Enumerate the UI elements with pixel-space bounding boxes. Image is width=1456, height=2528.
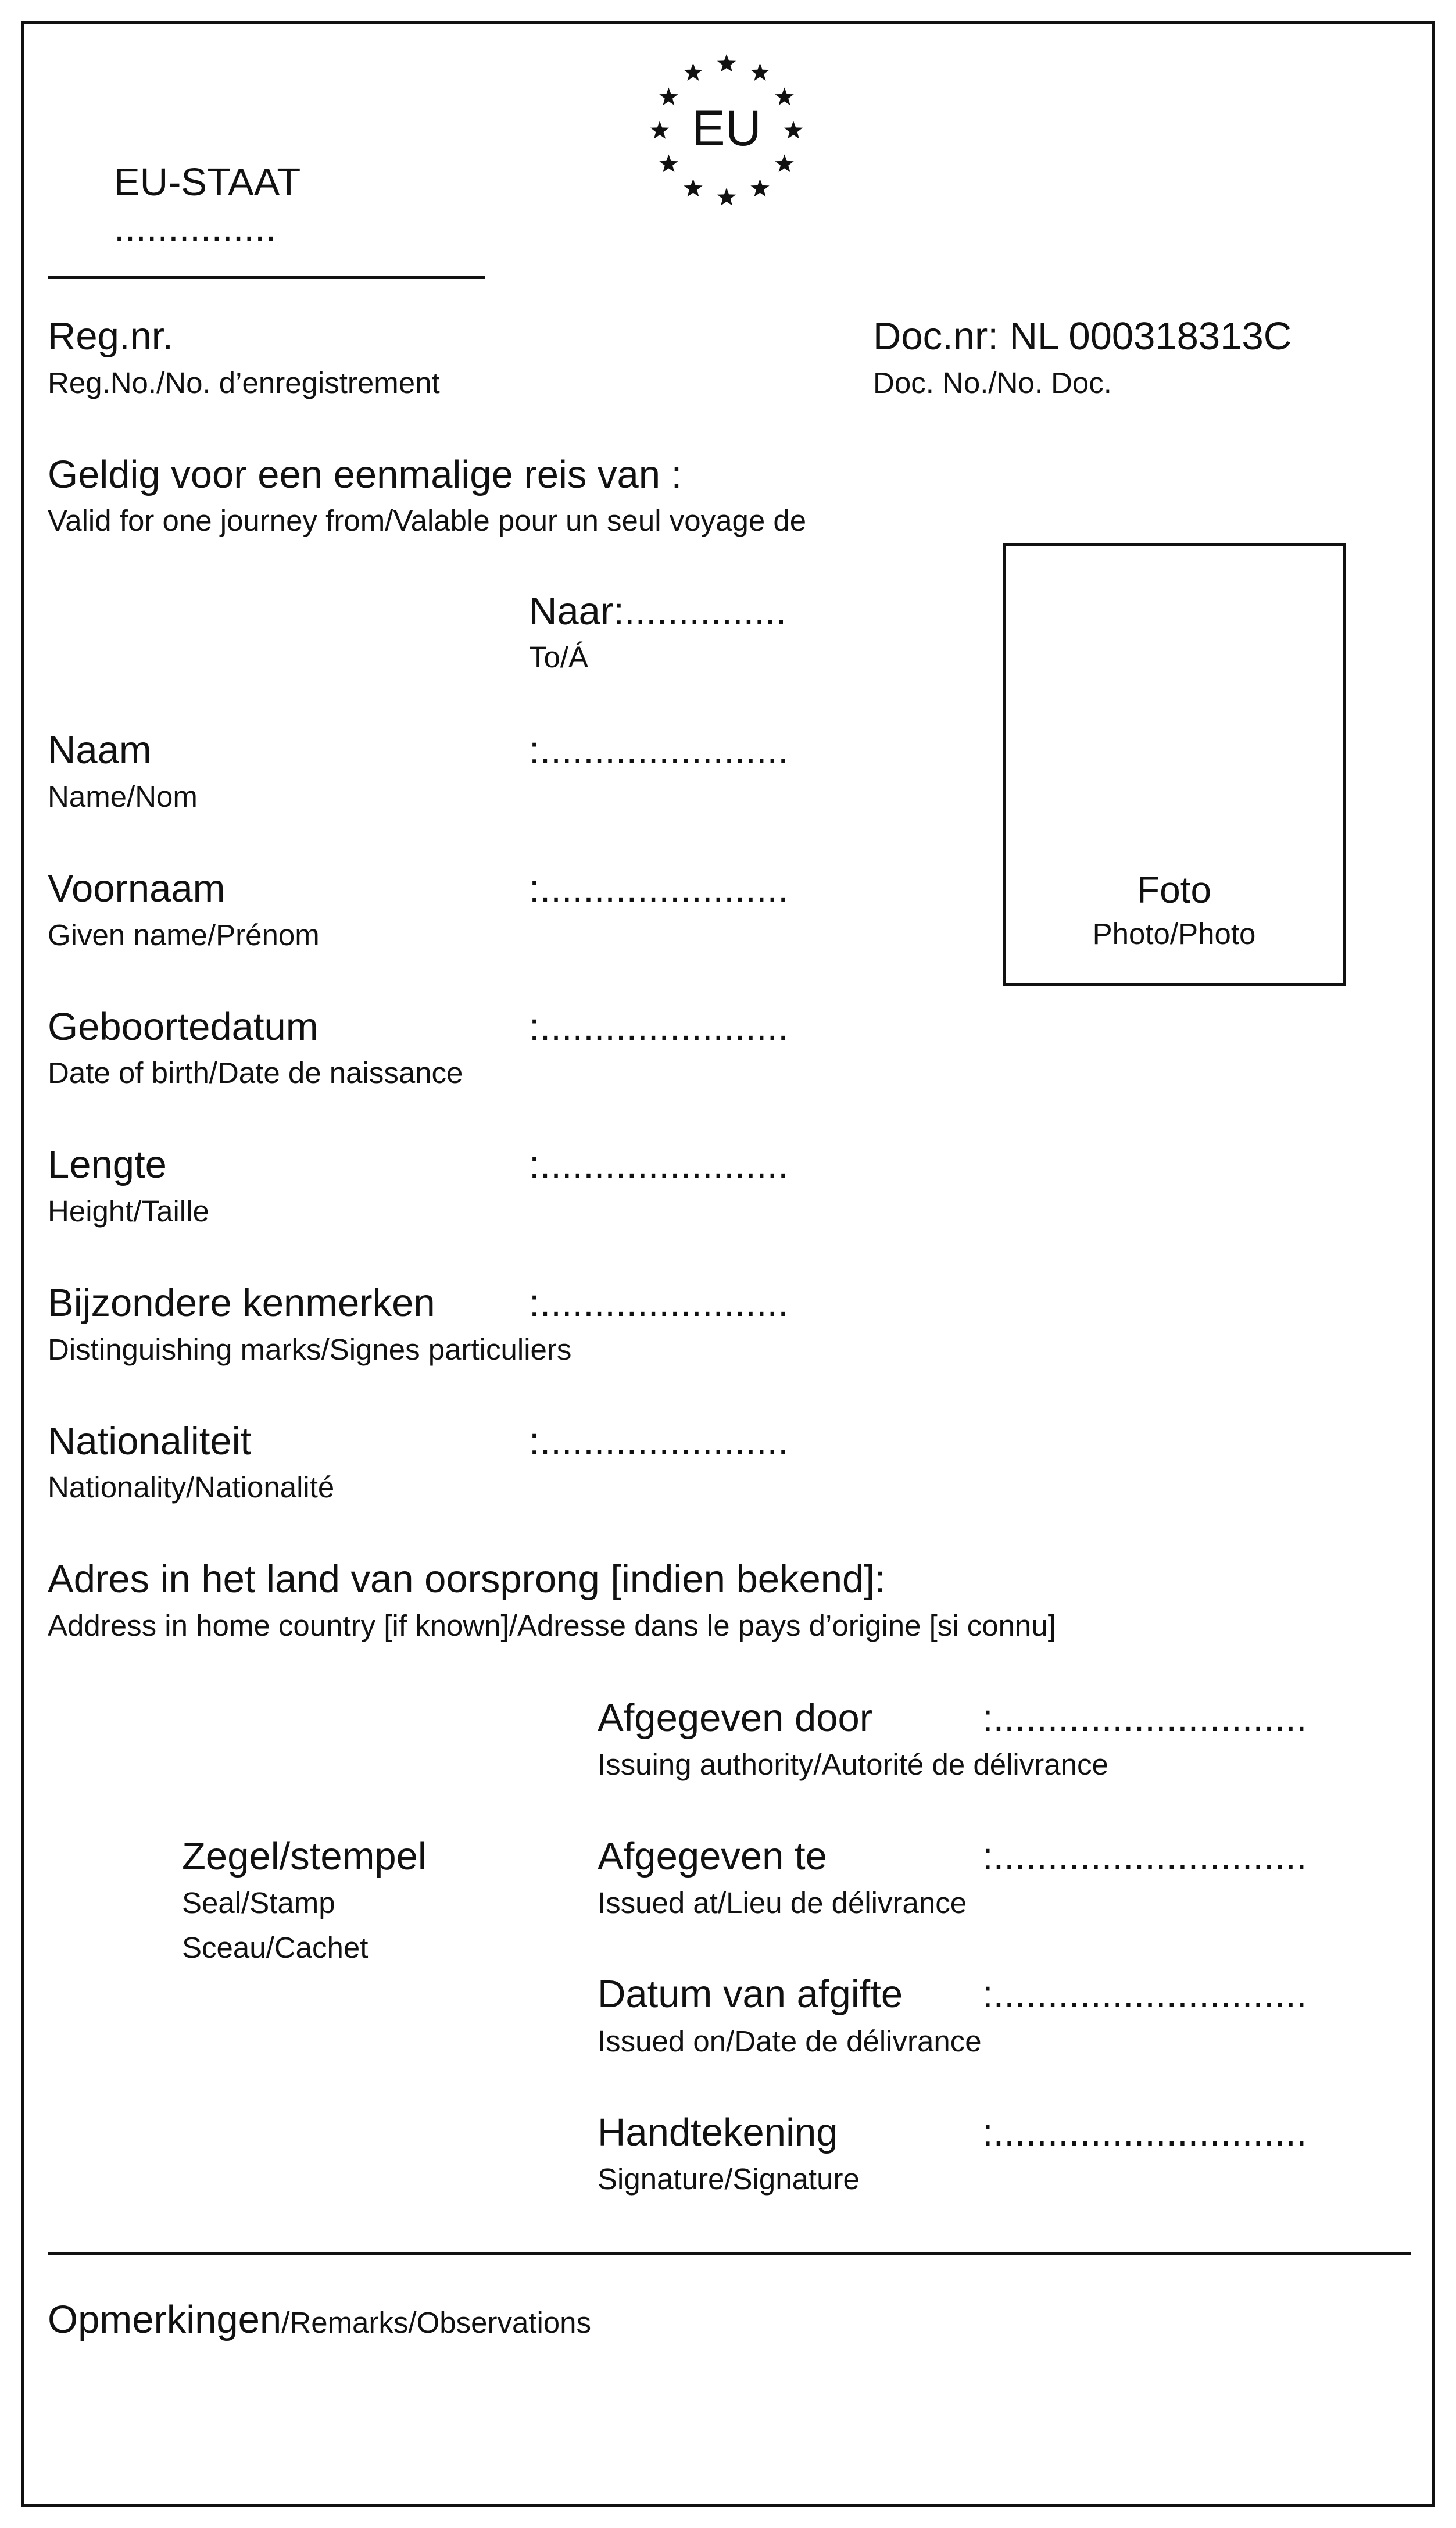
name-dots: :....................... <box>529 728 789 772</box>
name-label: Naam <box>48 728 152 772</box>
star-icon <box>775 155 793 173</box>
reg-label: Reg.nr. <box>48 314 174 358</box>
marks-sub: Distinguishing marks/Signes particuliers <box>48 1333 572 1366</box>
name-sub: Name/Nom <box>48 780 198 813</box>
star-icon <box>775 88 793 106</box>
star-icon <box>684 179 702 197</box>
nationality-sub: Nationality/Nationalité <box>48 1471 335 1504</box>
star-icon <box>650 121 669 139</box>
state-dots: ............... <box>114 206 277 249</box>
given-label: Voornaam <box>48 867 226 910</box>
signature-label: Handtekening <box>598 2111 838 2154</box>
authority-label: Afgegeven door <box>598 1696 873 1740</box>
photo-box <box>1003 543 1346 986</box>
signature-dots: :............................. <box>982 2111 1307 2154</box>
height-label: Lengte <box>48 1143 167 1186</box>
eu-emblem-icon <box>642 47 811 215</box>
remarks-rule <box>48 2252 1411 2255</box>
birth-dots: :....................... <box>529 1005 789 1049</box>
remarks-sub: /Remarks/Observations <box>281 2306 592 2339</box>
seal-sub-1: Seal/Stamp <box>182 1886 335 1919</box>
state-label: EU-STAAT <box>114 160 301 204</box>
address-sub: Address in home country [if known]/Adresse dans le pays d’origine [si connu] <box>48 1609 1056 1642</box>
star-icon <box>659 88 678 106</box>
star-icon <box>717 54 736 72</box>
height-dots: :....................... <box>529 1143 789 1186</box>
header-rule <box>48 276 485 279</box>
reg-sub: Reg.No./No. d’enregistrement <box>48 366 440 399</box>
nationality-label: Nationaliteit <box>48 1419 252 1463</box>
photo-label: Foto <box>1136 869 1212 911</box>
birth-label: Geboortedatum <box>48 1005 319 1049</box>
place-dots: :............................. <box>982 1835 1307 1878</box>
nationality-dots: :....................... <box>529 1419 789 1463</box>
seal-sub-2: Sceau/Cachet <box>182 1931 369 1964</box>
star-icon <box>684 63 702 81</box>
date-label: Datum van afgifte <box>598 1972 903 2016</box>
place-label: Afgegeven te <box>598 1835 827 1878</box>
date-dots: :............................. <box>982 1972 1307 2016</box>
star-icon <box>717 188 736 206</box>
remarks-label: Opmerkingen <box>48 2298 282 2341</box>
birth-sub: Date of birth/Date de naissance <box>48 1056 463 1089</box>
given-dots: :....................... <box>529 867 789 910</box>
marks-dots: :....................... <box>529 1281 789 1325</box>
marks-label: Bijzondere kenmerken <box>48 1281 435 1325</box>
authority-sub: Issuing authority/Autorité de délivrance <box>598 1748 1108 1781</box>
to-label: Naar:............... <box>529 589 787 633</box>
star-icon <box>659 155 678 173</box>
height-sub: Height/Taille <box>48 1195 209 1228</box>
star-icon <box>750 63 769 81</box>
valid-label: Geldig voor een eenmalige reis van : <box>48 453 682 496</box>
date-sub: Issued on/Date de délivrance <box>598 2025 982 2058</box>
signature-sub: Signature/Signature <box>598 2162 860 2196</box>
valid-sub: Valid for one journey from/Valable pour un seul voyage de <box>48 504 807 537</box>
emblem-text: EU <box>692 101 761 156</box>
given-sub: Given name/Prénom <box>48 918 320 952</box>
to-sub: To/Á <box>529 641 589 674</box>
doc-label: Doc.nr: NL 000318313C <box>873 314 1292 358</box>
authority-dots: :............................. <box>982 1696 1307 1740</box>
address-label: Adres in het land van oorsprong [indien bekend]: <box>48 1557 886 1601</box>
place-sub: Issued at/Lieu de délivrance <box>598 1886 967 1919</box>
seal-label: Zegel/stempel <box>182 1835 427 1878</box>
star-icon <box>784 121 803 139</box>
remarks-line <box>48 2300 591 2339</box>
photo-sub: Photo/Photo <box>1092 917 1256 950</box>
doc-sub: Doc. No./No. Doc. <box>873 366 1112 399</box>
star-icon <box>750 179 769 197</box>
